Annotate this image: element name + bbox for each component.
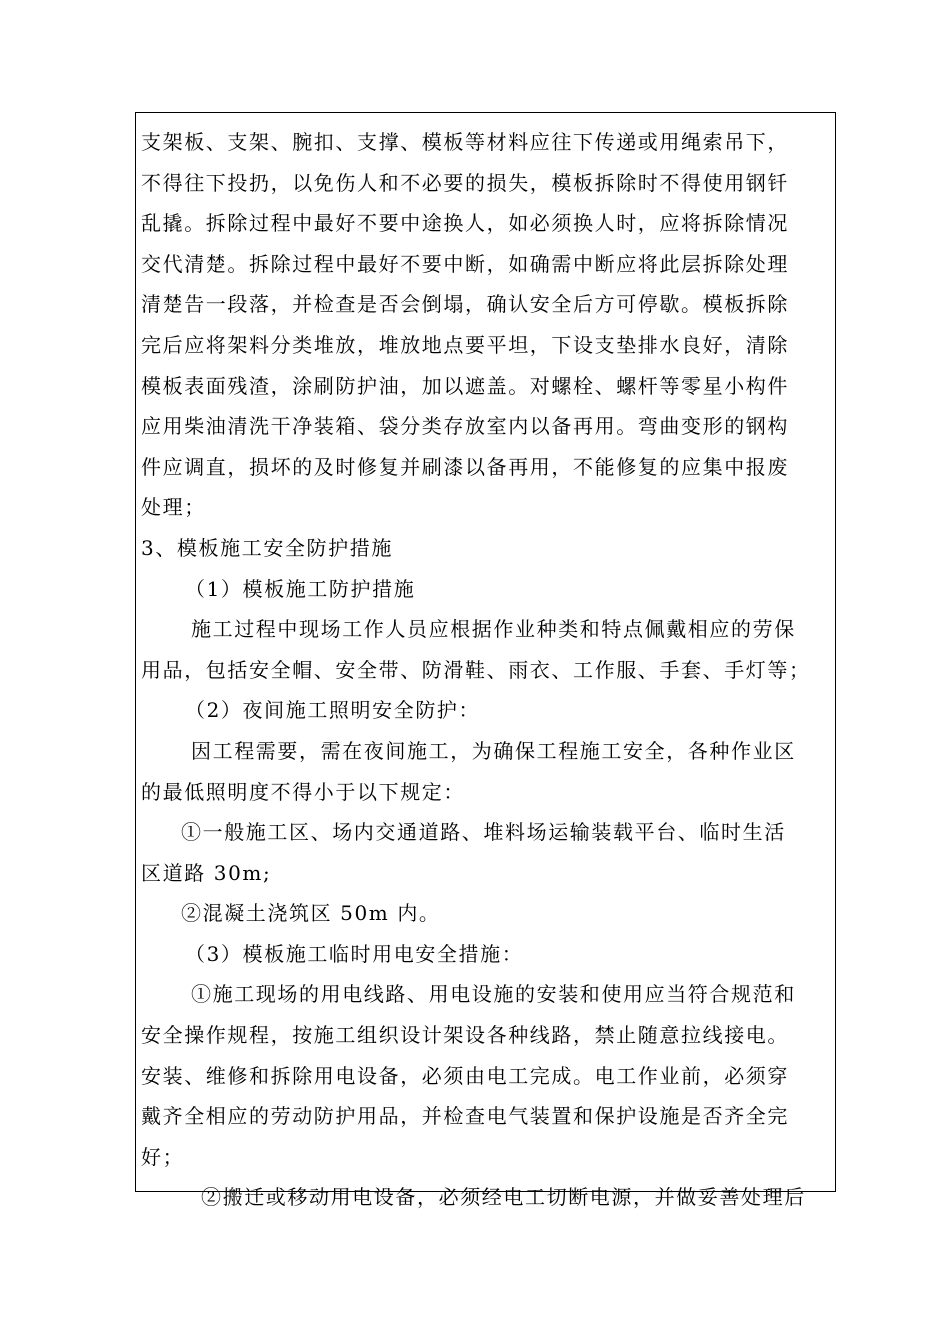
text-line: 施工过程中现场工作人员应根据作业种类和特点佩戴相应的劳保 (191, 617, 796, 642)
text-line: 区道路 30m; (141, 860, 272, 885)
list-item-line: ②混凝土浇筑区 50m 内。 (181, 901, 441, 926)
list-item-line: ①施工现场的用电线路、用电设施的安装和使用应当符合规范和 (191, 982, 796, 1007)
text-line: 安全操作规程，按施工组织设计架设各种线路，禁止随意拉线接电。 (141, 1023, 789, 1048)
document-body (141, 122, 831, 1218)
subsection-heading: （2）夜间施工照明安全防护： (185, 698, 481, 723)
section-heading: 3、模板施工安全防护措施 (141, 535, 393, 560)
text-line: 好； (141, 1144, 185, 1169)
text-line: 件应调直，损坏的及时修复并刷漆以备再用，不能修复的应集中报废 (141, 454, 789, 479)
list-item-line: ②搬迁或移动用电设备，必须经电工切断电源，并做妥善处理后 (201, 1185, 806, 1210)
text-line: 清楚告一段落，并检查是否会倒塌，确认安全后方可停歇。模板拆除 (141, 292, 789, 317)
subsection-heading: （3）模板施工临时用电安全措施： (185, 941, 524, 966)
text-line: 戴齐全相应的劳动防护用品，并检查电气装置和保护设施是否齐全完 (141, 1104, 789, 1129)
text-line: 交代清楚。拆除过程中最好不要中断，如确需中断应将此层拆除处理 (141, 251, 789, 276)
text-line: 的最低照明度不得小于以下规定： (141, 779, 465, 804)
text-line: 因工程需要，需在夜间施工，为确保工程施工安全，各种作业区 (191, 738, 796, 763)
text-line: 应用柴油清洗干净装箱、袋分类存放室内以备再用。弯曲变形的钢构 (141, 414, 789, 439)
text-line: 支架板、支架、腕扣、支撑、模板等材料应往下传递或用绳索吊下， (141, 130, 789, 154)
text-line: 模板表面残渣，涂刷防护油，加以遮盖。对螺栓、螺杆等零星小构件 (141, 373, 789, 398)
text-line: 安装、维修和拆除用电设备，必须由电工完成。电工作业前，必须穿 (141, 1063, 789, 1088)
subsection-heading: （1）模板施工防护措施 (185, 576, 416, 601)
text-line: 处理； (141, 495, 206, 520)
text-line: 乱撬。拆除过程中最好不要中途换人，如必须换人时，应将拆除情况 (141, 211, 789, 236)
text-line: 不得往下投扔，以免伤人和不必要的损失，模板拆除时不得使用钢钎 (141, 170, 789, 195)
list-item-line: ①一般施工区、场内交通道路、堆料场运输装载平台、临时生活 (181, 820, 786, 845)
text-line: 用品，包括安全帽、安全带、防滑鞋、雨衣、工作服、手套、手灯等； (141, 657, 811, 682)
text-line: 完后应将架料分类堆放，堆放地点要平坦，下设支垫排水良好，清除 (141, 332, 789, 357)
